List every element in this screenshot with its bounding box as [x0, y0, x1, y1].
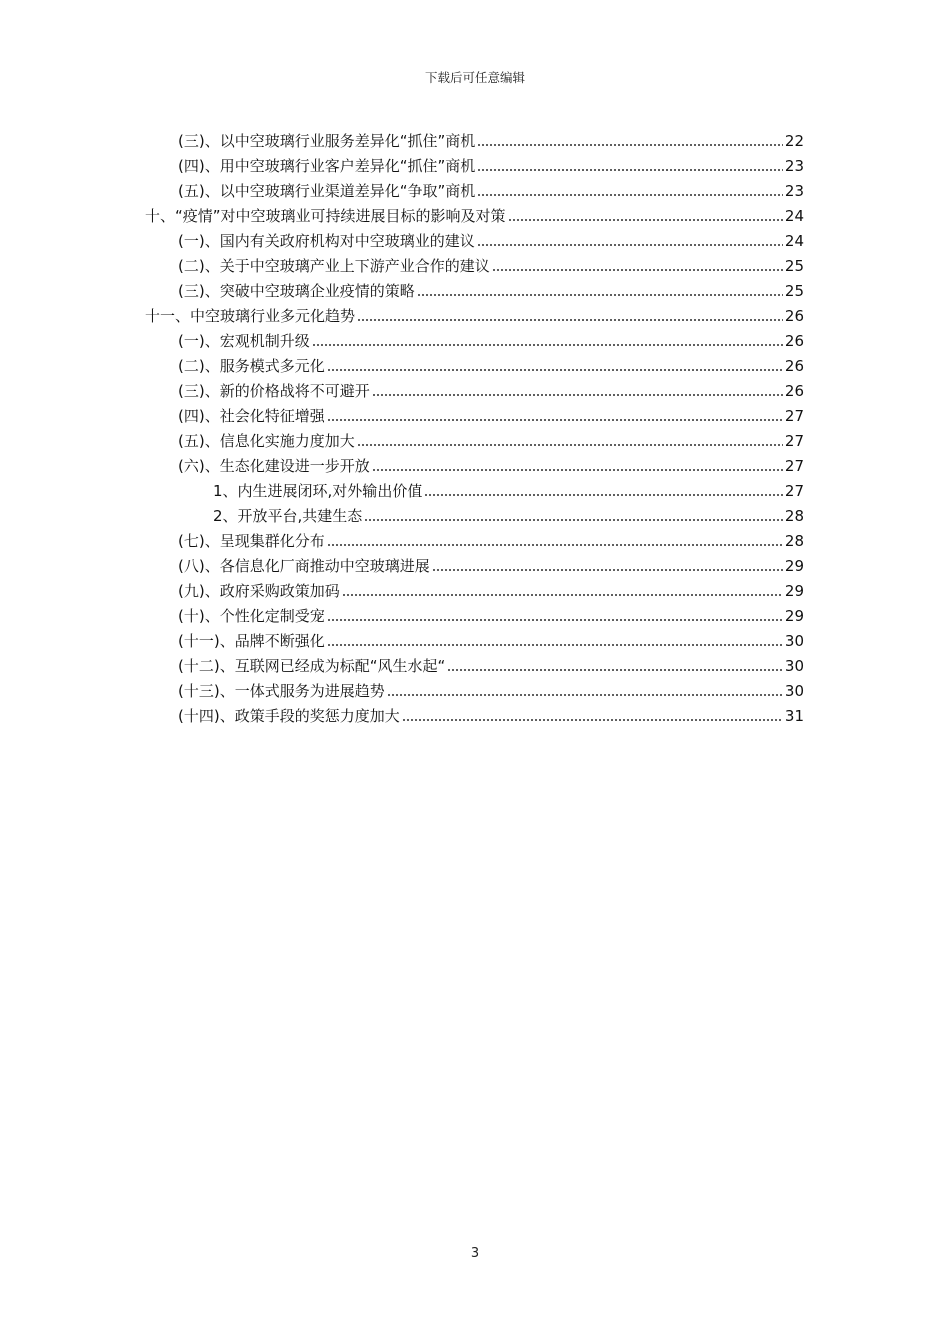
toc-entry-title: (四)、用中空玻璃行业客户差异化“抓住”商机 — [178, 157, 476, 175]
toc-entry-page: 24 — [784, 232, 804, 250]
toc-entry-page: 22 — [784, 132, 804, 150]
toc-entry-page: 28 — [784, 532, 804, 550]
toc-leader-dots — [477, 168, 783, 172]
toc-entry-page: 30 — [784, 657, 804, 675]
toc-entry[interactable] — [213, 501, 804, 526]
toc-leader-dots — [432, 568, 783, 572]
toc-entry[interactable] — [178, 226, 804, 251]
toc-entry-title: 十一、中空玻璃行业多元化趋势 — [145, 307, 356, 325]
toc-leader-dots — [364, 518, 783, 522]
toc-leader-dots — [477, 143, 783, 147]
toc-entry[interactable] — [145, 301, 804, 326]
toc-leader-dots — [357, 443, 783, 447]
toc-entry[interactable] — [178, 651, 804, 676]
toc-entry-page: 28 — [784, 507, 804, 525]
toc-entry[interactable] — [145, 201, 804, 226]
toc-leader-dots — [312, 343, 783, 347]
toc-entry[interactable] — [178, 326, 804, 351]
toc-entry-page: 23 — [784, 157, 804, 175]
toc-entry-title: (五)、以中空玻璃行业渠道差异化“争取”商机 — [178, 182, 476, 200]
toc-leader-dots — [477, 243, 783, 247]
toc-entry-page: 27 — [784, 432, 804, 450]
toc-leader-dots — [387, 693, 783, 697]
toc-entry-title: (八)、各信息化厂商推动中空玻璃进展 — [178, 557, 430, 575]
toc-leader-dots — [424, 493, 783, 497]
toc-entry-page: 31 — [784, 707, 804, 725]
toc-entry-title: (三)、突破中空玻璃企业疫情的策略 — [178, 282, 415, 300]
toc-entry[interactable] — [178, 451, 804, 476]
toc-entry-page: 29 — [784, 557, 804, 575]
toc-entry-title: (十一)、品牌不断强化 — [178, 632, 325, 650]
toc-leader-dots — [447, 668, 783, 672]
toc-entry-page: 30 — [784, 632, 804, 650]
toc-entry-page: 26 — [784, 332, 804, 350]
page-number: 3 — [470, 1246, 480, 1261]
toc-entry-title: (十四)、政策手段的奖惩力度加大 — [178, 707, 400, 725]
toc-entry-title: (四)、社会化特征增强 — [178, 407, 325, 425]
toc-leader-dots — [327, 418, 783, 422]
toc-entry-page: 25 — [784, 257, 804, 275]
toc-entry[interactable] — [178, 351, 804, 376]
toc-entry[interactable] — [178, 376, 804, 401]
toc-entry[interactable] — [178, 251, 804, 276]
toc-entry[interactable] — [178, 151, 804, 176]
toc-entry-title: (六)、生态化建设进一步开放 — [178, 457, 370, 475]
toc-entry-title: (三)、以中空玻璃行业服务差异化“抓住”商机 — [178, 132, 476, 150]
toc-leader-dots — [327, 643, 783, 647]
toc-entry-title: (十)、个性化定制受宠 — [178, 607, 325, 625]
toc-entry[interactable] — [178, 126, 804, 151]
toc-entry[interactable] — [178, 401, 804, 426]
toc-entry-title: (三)、新的价格战将不可避开 — [178, 382, 370, 400]
toc-entry[interactable] — [178, 276, 804, 301]
toc-entry[interactable] — [178, 576, 804, 601]
toc-entry-title: 2、开放平台,共建生态 — [213, 507, 363, 525]
toc-entry-page: 30 — [784, 682, 804, 700]
toc-entry[interactable] — [178, 551, 804, 576]
toc-entry-title: (一)、国内有关政府机构对中空玻璃业的建议 — [178, 232, 475, 250]
toc-entry-page: 24 — [784, 207, 804, 225]
toc-leader-dots — [342, 593, 783, 597]
toc-entry-page: 27 — [784, 407, 804, 425]
toc-entry-title: (二)、服务模式多元化 — [178, 357, 325, 375]
toc-entry-page: 26 — [784, 382, 804, 400]
toc-leader-dots — [402, 718, 783, 722]
toc-leader-dots — [327, 543, 783, 547]
toc-entry[interactable] — [213, 476, 804, 501]
toc-entry-title: (五)、信息化实施力度加大 — [178, 432, 355, 450]
toc-entry-title: (十二)、互联网已经成为标配“风生水起“ — [178, 657, 446, 675]
toc-entry-title: (一)、宏观机制升级 — [178, 332, 310, 350]
toc-entry-page: 29 — [784, 582, 804, 600]
toc-entry-title: (十三)、一体式服务为进展趋势 — [178, 682, 385, 700]
toc-entry[interactable] — [178, 526, 804, 551]
toc-entry-title: (九)、政府采购政策加码 — [178, 582, 340, 600]
toc-leader-dots — [327, 368, 783, 372]
toc-leader-dots — [417, 293, 783, 297]
toc-entry-title: 十、“疫情”对中空玻璃业可持续进展目标的影响及对策 — [145, 207, 506, 225]
toc-entry-page: 23 — [784, 182, 804, 200]
toc-leader-dots — [372, 468, 783, 472]
toc-entry-page: 27 — [784, 457, 804, 475]
toc-entry[interactable] — [178, 626, 804, 651]
toc-entry-page: 25 — [784, 282, 804, 300]
toc-leader-dots — [477, 193, 783, 197]
toc-entry-page: 26 — [784, 357, 804, 375]
toc-entry-title: (七)、呈现集群化分布 — [178, 532, 325, 550]
toc-entry-page: 27 — [784, 482, 804, 500]
toc-leader-dots — [508, 218, 783, 222]
toc-leader-dots — [372, 393, 783, 397]
page-header: 下载后可任意编辑 — [424, 70, 525, 85]
toc-entry[interactable] — [178, 176, 804, 201]
toc-leader-dots — [492, 268, 783, 272]
toc-entry[interactable] — [178, 676, 804, 701]
toc-entry[interactable] — [178, 601, 804, 626]
toc-leader-dots — [327, 618, 783, 622]
toc-entry-page: 29 — [784, 607, 804, 625]
toc-leader-dots — [357, 318, 783, 322]
toc-entry[interactable] — [178, 426, 804, 451]
toc-entry-title: 1、内生进展闭环,对外输出价值 — [213, 482, 423, 500]
toc-entry-page: 26 — [784, 307, 804, 325]
toc-entry-title: (二)、关于中空玻璃产业上下游产业合作的建议 — [178, 257, 490, 275]
toc-entry[interactable] — [178, 701, 804, 726]
